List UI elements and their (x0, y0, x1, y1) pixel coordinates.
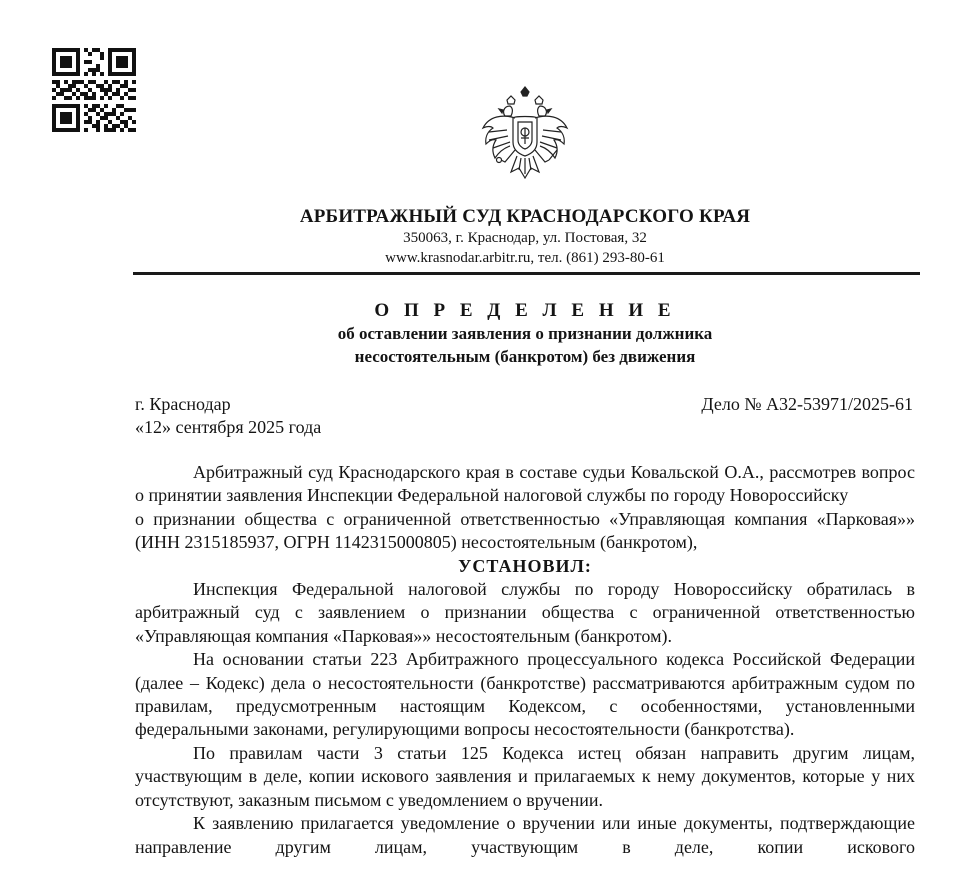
document-subtitle-line1: об оставлении заявления о признании должника (337, 324, 713, 343)
case-number: Дело № А32-53971/2025-61 (701, 394, 913, 414)
paragraph-application: Инспекция Федеральной налоговой службы по городу Новороссийску обратилась в арбитражный суд с заявлением о признании общества с ограниченной ответственностью «Управляющая компания «Парковая»» несостоятельным (банкротом). (135, 579, 915, 646)
paragraph-article-125: По правилам части 3 статьи 125 Кодекса истец обязан направить другим лицам, участвующим в деле, копии искового заявления и прилагаемых к нему документов, которые у них отсутствуют, заказным письмом с уведомлением о вручении. (135, 742, 915, 810)
document-city: г. Краснодар (135, 394, 231, 414)
court-contacts: www.krasnodar.arbitr.ru, тел. (861) 293-80-61 (385, 250, 665, 266)
paragraph-article-223: На основании статьи 223 Арбитражного процессуального кодекса Российской Федерации (далее – Кодекс) дела о несостоятельности (банкротстве) рассматриваются арбитражным судом по правилам, предусмотренным настоящим Кодексом, с особенностями, установленными федеральными законами, регулирующими вопросы несостоятельности (банкротства). (135, 649, 915, 740)
paragraph-intro: Арбитражный суд Краснодарского края в составе судьи Ковальской О.А., рассмотрев вопрос о принятии заявления Инспекции Федеральной налоговой службы по городу Новороссийску (135, 462, 915, 506)
document-date: «12» сентября 2025 года (135, 417, 322, 437)
paragraph-attachment: К заявлению прилагается уведомление о вручении или иные документы, подтверждающие направление другим лицам, участвующим в деле, копии искового (135, 813, 915, 857)
qr-code-icon (52, 48, 136, 132)
document-title: О П Р Е Д Е Л Е Н И Е (374, 300, 676, 321)
document-body (135, 461, 915, 859)
court-address: 350063, г. Краснодар, ул. Постовая, 32 (403, 230, 647, 246)
section-heading-established: УСТАНОВИЛ: (458, 555, 592, 576)
court-name: АРБИТРАЖНЫЙ СУД КРАСНОДАРСКОГО КРАЯ (299, 206, 751, 227)
header-divider (133, 272, 920, 275)
coat-of-arms-icon (477, 86, 573, 186)
paragraph-subject: о признании общества с ограниченной ответственностью «Управляющая компания «Парковая»» (ИНН 2315185937, ОГРН 1142315000805) несостоятельным (банкротом), (135, 508, 915, 553)
document-subtitle-line2: несостоятельным (банкротом) без движения (354, 347, 696, 366)
